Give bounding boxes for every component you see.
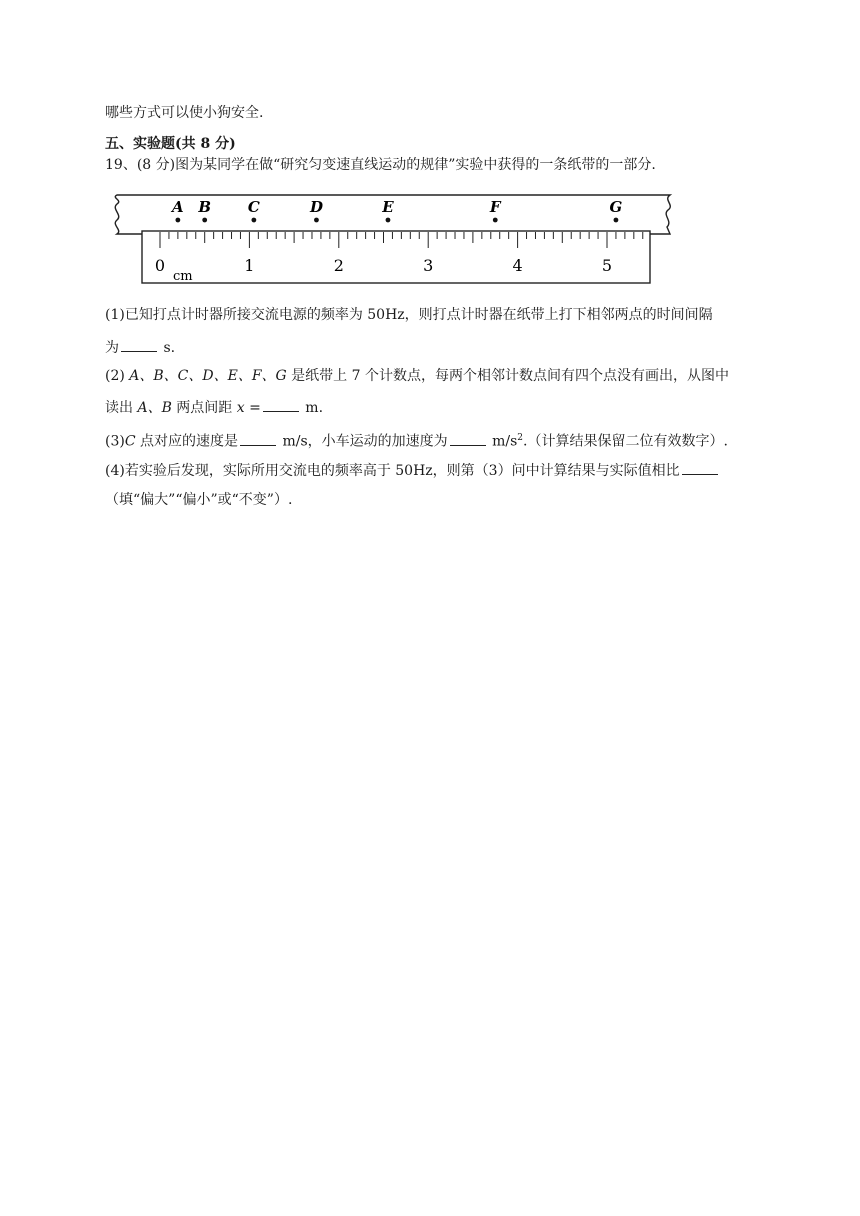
ruler-body: [142, 231, 650, 283]
variable-x: x: [236, 400, 245, 416]
question-19-part-1-line-a: (1)已知打点计时器所接交流电源的频率为 50Hz，则打点计时器在纸带上打下相邻两点的时间间隔: [105, 307, 713, 323]
part-4-text: (4)若实验后发现，实际所用交流电的频率高于 50Hz，则第（3）问中计算结果与实际值相比: [105, 463, 680, 479]
answer-blank-velocity[interactable]: [240, 431, 276, 446]
question-19-part-2-line-b: [105, 397, 323, 418]
part-2-number: (2): [105, 368, 130, 384]
question-19-intro: 19、(8 分)图为某同学在做“研究匀变速直线运动的规律”实验中获得的一条纸带的一部分.: [105, 157, 656, 173]
question-19-part-4-line-a: [105, 460, 720, 481]
part-2-mid: 两点间距: [171, 400, 237, 416]
ruler-unit-label: cm: [173, 269, 193, 284]
point-letters: A、B、C、D、E、F、G: [129, 368, 287, 384]
question-19-part-3: [105, 428, 728, 452]
tape-point-dot: [202, 218, 207, 223]
tape-point-label: A: [172, 198, 184, 216]
ruler-scale-label: 4: [512, 256, 523, 275]
tape-ruler-figure: [105, 190, 685, 285]
answer-blank-acceleration[interactable]: [450, 431, 486, 446]
answer-blank-interval[interactable]: [121, 337, 157, 352]
ruler-scale-label: 3: [423, 256, 434, 275]
equals-sign: =: [244, 400, 261, 416]
ruler-scale-label: 1: [244, 256, 255, 275]
tape-point-label: G: [609, 198, 623, 216]
tape-point-dot: [251, 218, 256, 223]
part-1-unit: s.: [159, 340, 176, 356]
part-3-unit: m/s: [487, 433, 518, 450]
part-3-text-a: 点对应的速度是: [135, 433, 239, 450]
tape-point-label: B: [198, 198, 212, 216]
question-19-part-1-line-b: [105, 337, 175, 358]
tape-point-label: F: [489, 198, 501, 216]
ruler-scale-label: 5: [601, 256, 613, 275]
tape-point-dot: [493, 218, 498, 223]
unit-exponent: 2: [517, 433, 524, 443]
part-2-unit: m.: [300, 400, 324, 416]
section-title: 五、实验题(共 8 分): [105, 136, 236, 152]
part-3-text-d: .（计算结果保留二位有效数字）.: [523, 433, 728, 450]
part-3-number: (3): [105, 433, 125, 450]
answer-blank-distance[interactable]: [263, 397, 299, 412]
tape-point-dot: [386, 218, 391, 223]
part-2-text: 是纸带上 7 个计数点，每两个相邻计数点间有四个点没有画出，从图中: [286, 368, 729, 384]
answer-blank-comparison[interactable]: [682, 460, 718, 475]
ruler-scale-label: 0: [154, 256, 166, 275]
points-ab: A、B: [137, 400, 172, 416]
previous-question-tail: 哪些方式可以使小狗安全.: [105, 105, 264, 121]
tape-point-dot: [175, 218, 180, 223]
question-19-part-4-line-b: （填“偏大”“偏小”或“不变”）.: [105, 492, 293, 508]
tape-point-label: C: [247, 198, 260, 216]
tape-point-label: E: [382, 198, 394, 216]
ruler-scale-label: 2: [333, 256, 344, 275]
question-19-part-2-line-a: [105, 366, 729, 386]
point-c: C: [124, 433, 136, 450]
tape-point-dot: [314, 218, 319, 223]
part-2-prefix: 读出: [105, 400, 138, 416]
tape-point-label: D: [309, 198, 323, 216]
tape-point-dot: [614, 218, 619, 223]
part-3-text-b: m/s，小车运动的加速度为: [278, 433, 448, 450]
part-1-prefix: 为: [105, 340, 119, 356]
